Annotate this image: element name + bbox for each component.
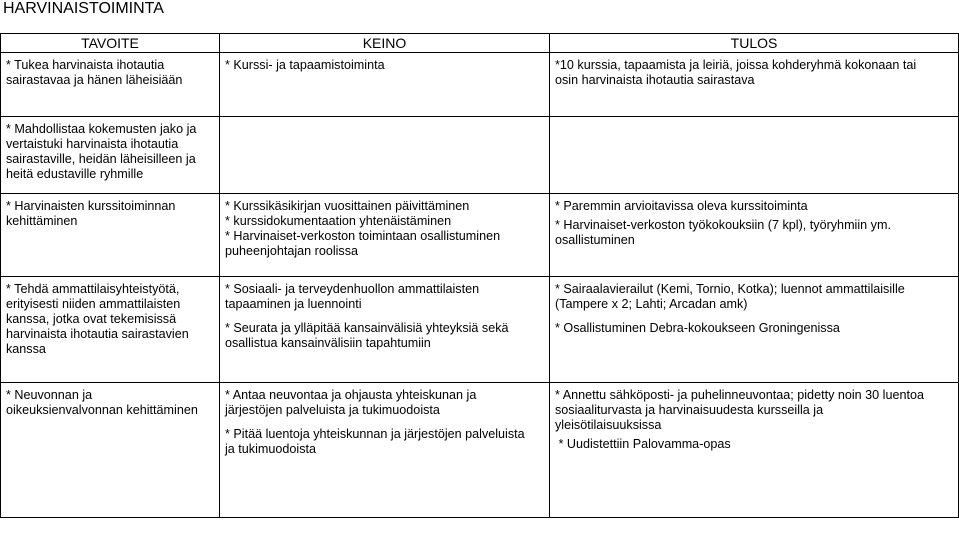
cell-line: osallistua kansainvälisiin tapahtumiin [225, 336, 431, 350]
cell-line: kanssa [6, 342, 46, 356]
cell-line: * Paremmin arvioitavissa oleva kurssitoiminta [555, 199, 808, 213]
cell-line: sairastavaa ja hänen läheisiään [6, 73, 183, 87]
cell-line: * Harvinaiset-verkoston työkokouksiin (7 kpl), työryhmiin ym. [555, 218, 891, 232]
table-row [1, 117, 959, 194]
cell-line: * Neuvonnan ja [6, 388, 93, 402]
cell-line: * Sairaalavierailut (Kemi, Tornio, Kotka); luennot ammattilaisille [555, 282, 905, 296]
cell-line: * Harvinaiset-verkoston toimintaan osallistuminen [225, 229, 501, 243]
header-tavoite: TAVOITE [1, 34, 220, 53]
cell-line: *10 kurssia, tapaamista ja leiriä, joissa kohderyhmä kokonaan tai [555, 58, 917, 72]
cell-keino [220, 277, 550, 383]
cell-line: harvinaista ihotautia sairastavien [6, 327, 189, 341]
cell-line: osallistuminen [555, 233, 635, 247]
cell-line: tapaaminen ja luennointi [225, 297, 362, 311]
header-keino: KEINO [220, 34, 550, 53]
table-row [1, 194, 959, 277]
table-row [1, 383, 959, 518]
cell-line: heitä edustaville ryhmille [6, 167, 144, 181]
cell-line: * Tehdä ammattilaisyhteistyötä, [6, 282, 180, 296]
cell-line: (Tampere x 2; Lahti; Arcadan amk) [555, 297, 748, 311]
cell-tulos [550, 117, 959, 194]
cell-line: oikeuksienvalvonnan kehittäminen [6, 403, 198, 417]
cell-tavoite [1, 277, 220, 383]
cell-tavoite [1, 53, 220, 117]
cell-line: * Uudistettiin Palovamma-opas [555, 437, 731, 451]
cell-line: * Seurata ja ylläpitää kansainvälisiä yhteyksiä sekä [225, 321, 509, 335]
cell-tulos [550, 53, 959, 117]
cell-line: kehittäminen [6, 214, 78, 228]
cell-line: * Tukea harvinaista ihotautia [6, 58, 165, 72]
cell-tavoite [1, 117, 220, 194]
cell-keino [220, 53, 550, 117]
cell-line: yleisötilaisuuksissa [555, 418, 662, 432]
cell-keino [220, 194, 550, 277]
cell-line: sairastaville, heidän läheisilleen ja [6, 152, 196, 166]
header-tulos: TULOS [550, 34, 959, 53]
cell-line: * kurssidokumentaation yhtenäistäminen [225, 214, 452, 228]
cell-line: puheenjohtajan roolissa [225, 244, 359, 258]
plan-table [0, 33, 959, 518]
document-title: HARVINAISTOIMINTA [3, 0, 164, 17]
cell-keino [220, 383, 550, 518]
table-row [1, 53, 959, 117]
cell-line: * Sosiaali- ja terveydenhuollon ammattilaisten [225, 282, 480, 296]
cell-keino [220, 117, 550, 194]
cell-line: * Kurssi- ja tapaamistoiminta [225, 58, 385, 72]
cell-line: * Antaa neuvontaa ja ohjausta yhteiskunan ja [225, 388, 477, 402]
cell-tavoite [1, 383, 220, 518]
cell-line: ja tukimuodoista [225, 442, 317, 456]
cell-line: * Osallistuminen Debra-kokoukseen Groningenissa [555, 321, 840, 335]
table-row [1, 277, 959, 383]
cell-line: vertaistuki harvinaista ihotautia [6, 137, 179, 151]
table-header-row [1, 34, 959, 53]
cell-tulos [550, 383, 959, 518]
cell-line: * Harvinaisten kurssitoiminnan [6, 199, 176, 213]
cell-line: * Pitää luentoja yhteiskunnan ja järjestöjen palveluista [225, 427, 525, 441]
cell-line: järjestöjen palveluista ja tukimuodoista [225, 403, 440, 417]
cell-line: kanssa, jotka ovat tekemisissä [6, 312, 177, 326]
cell-line: * Annettu sähköposti- ja puhelinneuvontaa; pidetty noin 30 luentoa [555, 388, 924, 402]
cell-line: erityisesti niiden ammattilaisten [6, 297, 181, 311]
cell-line: sosiaaliturvasta ja harvinaisuudesta kursseilla ja [555, 403, 824, 417]
cell-line: * Mahdollistaa kokemusten jako ja [6, 122, 197, 136]
cell-tulos [550, 194, 959, 277]
cell-tavoite [1, 194, 220, 277]
cell-line: osin harvinaista ihotautia sairastava [555, 73, 755, 87]
cell-tulos [550, 277, 959, 383]
cell-line: * Kurssikäsikirjan vuosittainen päivittäminen [225, 199, 470, 213]
